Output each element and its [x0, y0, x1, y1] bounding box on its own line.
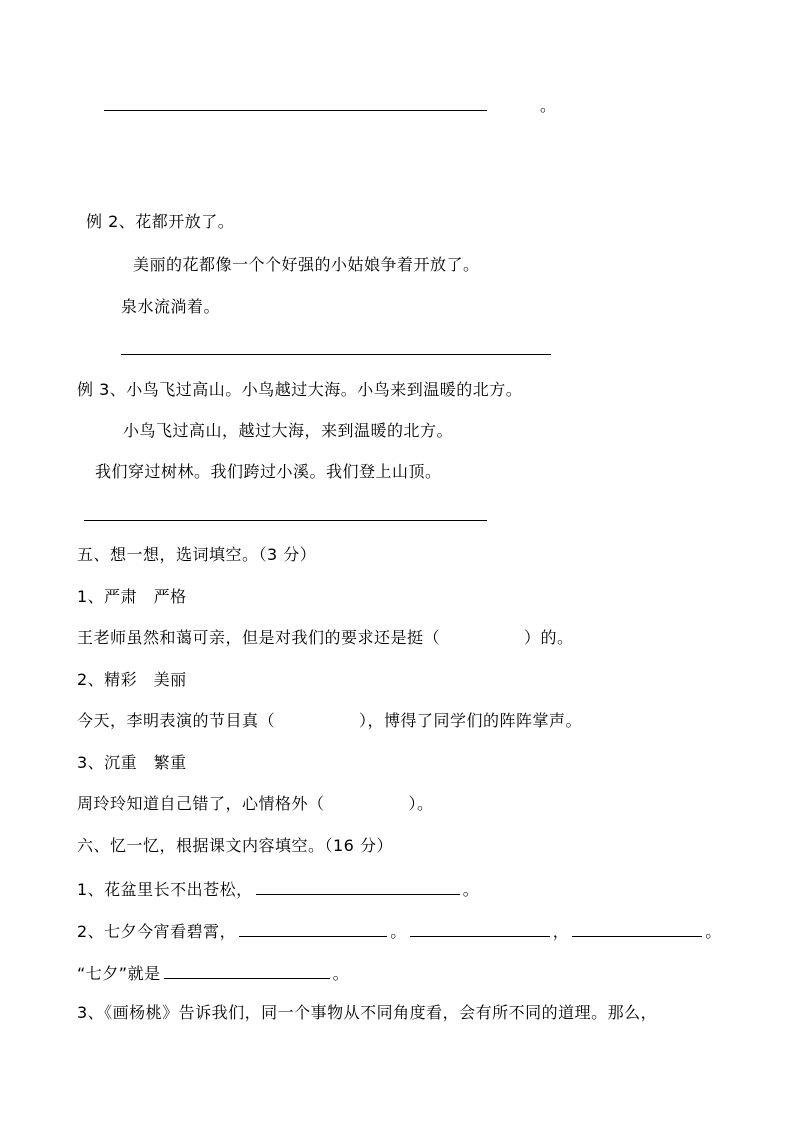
section5-question-1 — [77, 628, 574, 648]
section6-question-3: 3、《画杨桃》告诉我们，同一个事物从不同角度看，会有所不同的道理。那么， — [77, 1003, 658, 1022]
section6-question-2 — [77, 920, 722, 942]
answer-line-top[interactable] — [104, 110, 487, 111]
question-2-after: ），博得了同学们的阵阵掌声。 — [359, 711, 583, 730]
example2-label: 例 2、花都开放了。 — [86, 212, 235, 231]
example3-label: 例 3、小鸟飞过高山。小鸟越过大海。小鸟来到温暖的北方。 — [77, 380, 523, 399]
section6-heading: 六、忆一忆，根据课文内容填空。（16 分） — [77, 836, 393, 855]
question-3-after: ）。 — [408, 794, 434, 813]
section6-question-2b — [77, 962, 349, 984]
section5-question-2 — [77, 711, 582, 731]
q2b-text: “七夕”就是 — [77, 964, 161, 983]
section5-question-3 — [77, 794, 434, 814]
q2-answer-blank-3[interactable] — [572, 920, 702, 937]
answer-line-example2[interactable] — [121, 354, 551, 355]
question-1-before: 王老师虽然和蔼可亲，但是对我们的要求还是挺（ — [77, 628, 441, 647]
question-2-before: 今天，李明表演的节目真（ — [77, 711, 276, 730]
q1-end: 。 — [462, 880, 480, 899]
period-mark-top: 。 — [540, 96, 557, 115]
answer-line-example3[interactable] — [84, 520, 487, 521]
example3-prompt: 我们穿过树林。我们跨过小溪。我们登上山顶。 — [95, 462, 442, 481]
q2-mid: 。 — [390, 922, 407, 941]
q2-answer-blank-2[interactable] — [410, 920, 550, 937]
section5-options-3: 3、沉重 繁重 — [77, 753, 187, 772]
example2-prompt: 泉水流淌着。 — [121, 297, 221, 316]
q2-end: 。 — [705, 922, 722, 941]
section5-heading: 五、想一想，选词填空。（3 分） — [77, 545, 317, 564]
q2-answer-blank-1[interactable] — [239, 920, 387, 937]
q2-comma: ， — [552, 922, 570, 941]
q2b-answer-blank[interactable] — [164, 962, 330, 979]
section5-options-1: 1、严肃 严格 — [77, 587, 187, 606]
example3-model-sentence: 小鸟飞过高山，越过大海，来到温暖的北方。 — [123, 421, 454, 440]
q2-text: 2、七夕今宵看碧霄， — [77, 922, 237, 941]
question-1-after: ）的。 — [524, 628, 574, 647]
question-3-before: 周玲玲知道自己错了，心情格外（ — [77, 794, 325, 813]
q1-text: 1、花盆里长不出苍松， — [77, 880, 253, 899]
q2b-end: 。 — [332, 964, 350, 983]
section5-options-2: 2、精彩 美丽 — [77, 670, 187, 689]
example2-model-sentence: 美丽的花都像一个个好强的小姑娘争着开放了。 — [133, 255, 480, 274]
section6-question-1 — [77, 878, 479, 900]
q1-answer-blank[interactable] — [256, 878, 460, 895]
